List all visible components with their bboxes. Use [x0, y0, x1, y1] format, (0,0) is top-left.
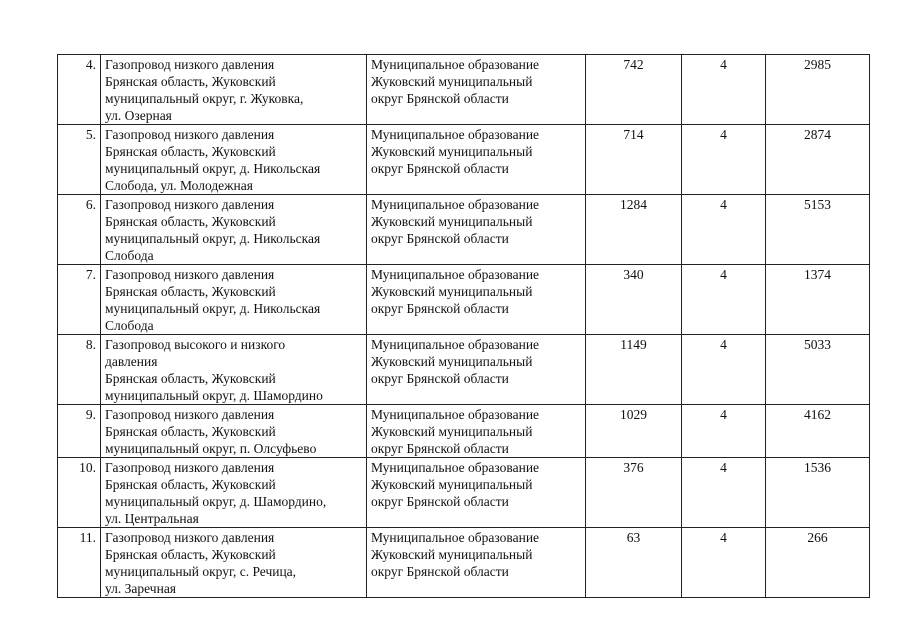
category-cell: 4 [682, 125, 766, 195]
pipeline-name-address: Газопровод низкого давления Брянская область, Жуковский муниципальный округ, д. Никольская Слобода [101, 265, 367, 335]
value-cell: 1536 [766, 458, 870, 528]
category-cell: 4 [682, 55, 766, 125]
owner-cell: Муниципальное образование Жуковский муниципальный округ Брянской области [367, 458, 586, 528]
pipeline-name-address: Газопровод низкого давления Брянская область, Жуковский муниципальный округ, г. Жуковка, ул. Озерная [101, 55, 367, 125]
owner-cell: Муниципальное образование Жуковский муниципальный округ Брянской области [367, 195, 586, 265]
table-row [58, 265, 870, 335]
category-cell: 4 [682, 335, 766, 405]
value-cell: 266 [766, 528, 870, 598]
value-cell: 2874 [766, 125, 870, 195]
pipeline-name-address: Газопровод низкого давления Брянская область, Жуковский муниципальный округ, д. Шамордино, ул. Центральная [101, 458, 367, 528]
row-number: 8. [58, 335, 101, 405]
table-row [58, 528, 870, 598]
length-cell: 742 [586, 55, 682, 125]
length-cell: 1149 [586, 335, 682, 405]
row-number: 11. [58, 528, 101, 598]
table-row [58, 335, 870, 405]
category-cell: 4 [682, 405, 766, 458]
owner-cell: Муниципальное образование Жуковский муниципальный округ Брянской области [367, 528, 586, 598]
category-cell: 4 [682, 528, 766, 598]
owner-cell: Муниципальное образование Жуковский муниципальный округ Брянской области [367, 335, 586, 405]
row-number: 6. [58, 195, 101, 265]
length-cell: 376 [586, 458, 682, 528]
length-cell: 63 [586, 528, 682, 598]
row-number: 10. [58, 458, 101, 528]
value-cell: 5153 [766, 195, 870, 265]
length-cell: 1284 [586, 195, 682, 265]
pipeline-name-address: Газопровод низкого давления Брянская область, Жуковский муниципальный округ, д. Никольская Слобода, ул. Молодежная [101, 125, 367, 195]
value-cell: 2985 [766, 55, 870, 125]
table-row [58, 458, 870, 528]
owner-cell: Муниципальное образование Жуковский муниципальный округ Брянской области [367, 55, 586, 125]
length-cell: 340 [586, 265, 682, 335]
row-number: 5. [58, 125, 101, 195]
owner-cell: Муниципальное образование Жуковский муниципальный округ Брянской области [367, 405, 586, 458]
gas-pipeline-registry-table [57, 54, 870, 598]
length-cell: 1029 [586, 405, 682, 458]
category-cell: 4 [682, 265, 766, 335]
pipeline-name-address: Газопровод высокого и низкого давления Брянская область, Жуковский муниципальный округ, д. Шамордино [101, 335, 367, 405]
category-cell: 4 [682, 458, 766, 528]
table-body [58, 55, 870, 598]
pipeline-name-address: Газопровод низкого давления Брянская область, Жуковский муниципальный округ, с. Речица, ул. Заречная [101, 528, 367, 598]
length-cell: 714 [586, 125, 682, 195]
owner-cell: Муниципальное образование Жуковский муниципальный округ Брянской области [367, 265, 586, 335]
value-cell: 1374 [766, 265, 870, 335]
value-cell: 4162 [766, 405, 870, 458]
category-cell: 4 [682, 195, 766, 265]
row-number: 4. [58, 55, 101, 125]
table-row [58, 125, 870, 195]
owner-cell: Муниципальное образование Жуковский муниципальный округ Брянской области [367, 125, 586, 195]
table-row [58, 55, 870, 125]
value-cell: 5033 [766, 335, 870, 405]
pipeline-name-address: Газопровод низкого давления Брянская область, Жуковский муниципальный округ, п. Олсуфьево [101, 405, 367, 458]
table-row [58, 195, 870, 265]
row-number: 7. [58, 265, 101, 335]
table-row [58, 405, 870, 458]
pipeline-name-address: Газопровод низкого давления Брянская область, Жуковский муниципальный округ, д. Никольская Слобода [101, 195, 367, 265]
row-number: 9. [58, 405, 101, 458]
